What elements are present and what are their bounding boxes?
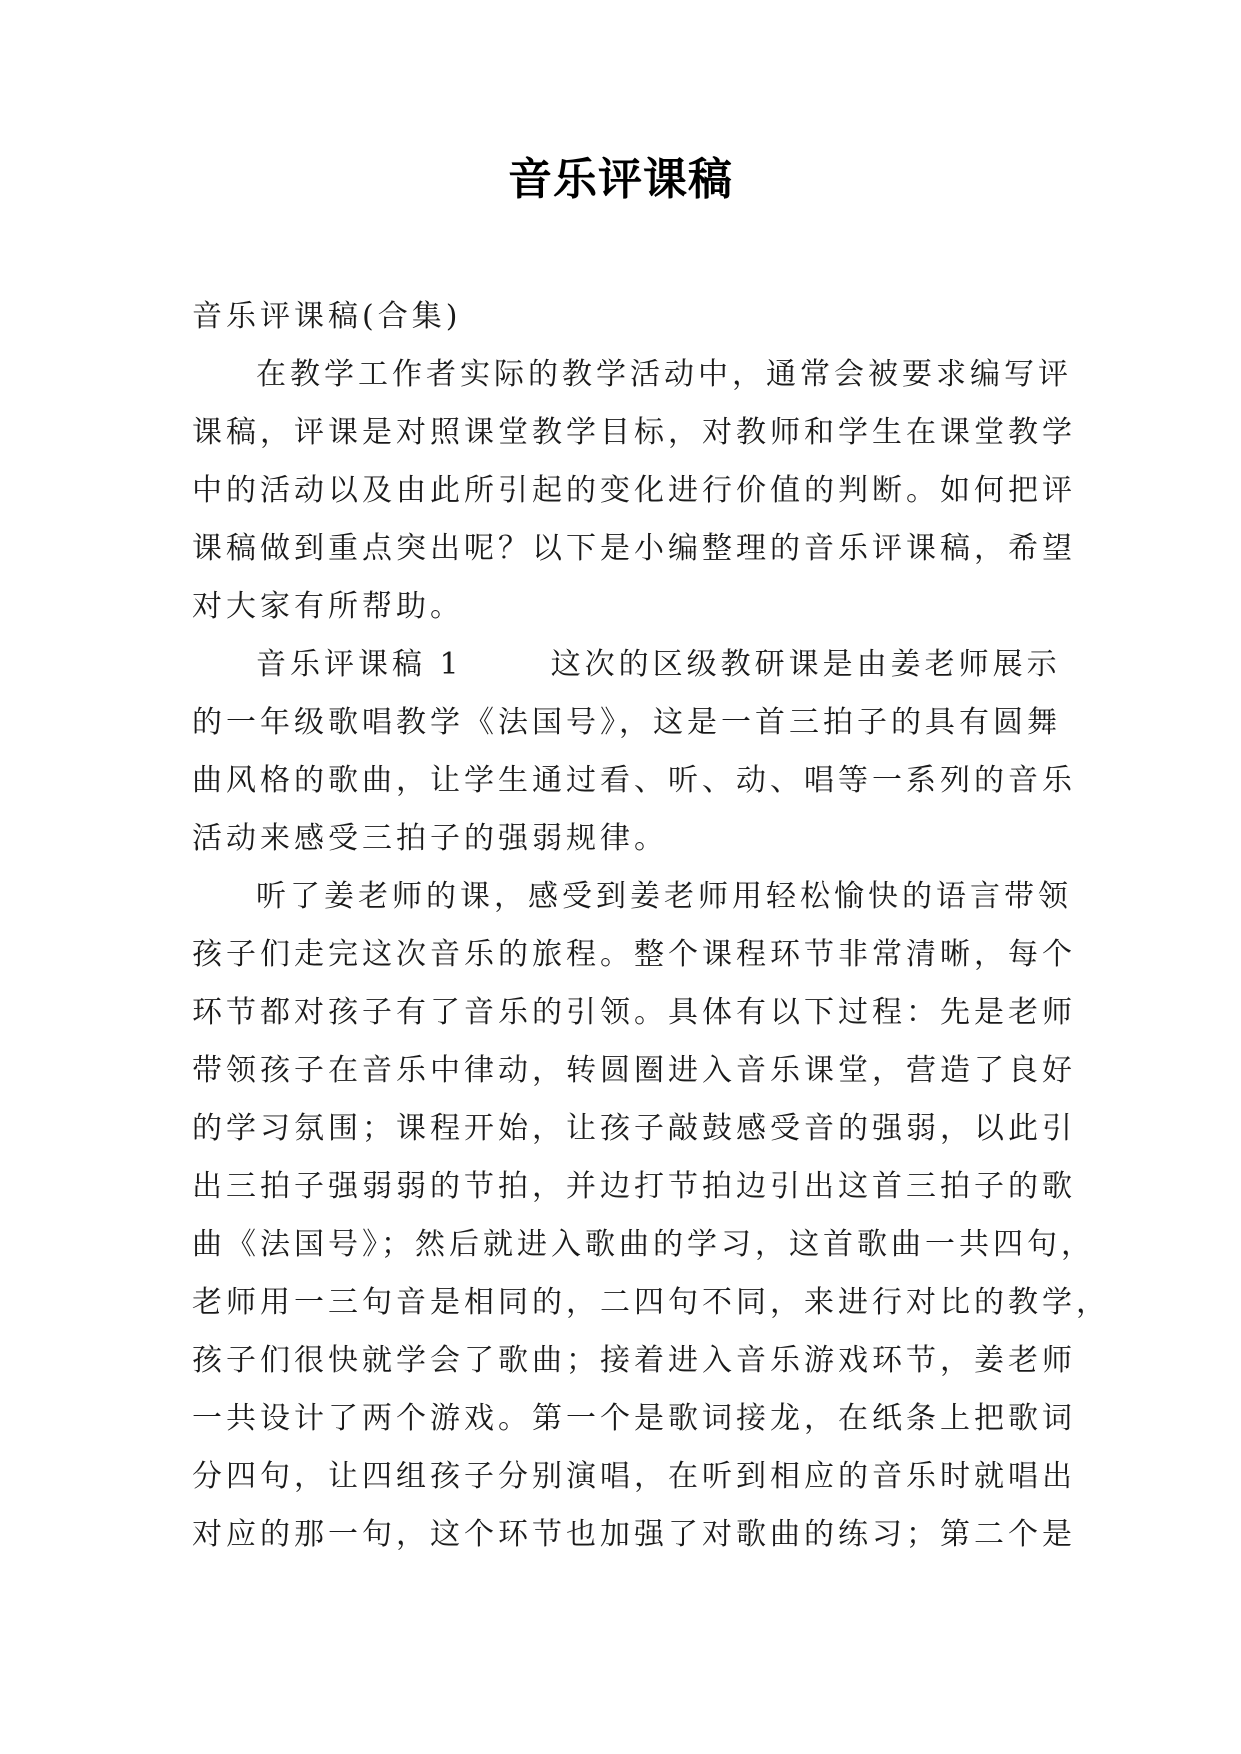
section-heading: 音乐评课稿 1 <box>256 647 463 682</box>
paragraph-line: 活动来感受三拍子的强弱规律。 <box>192 821 668 856</box>
section-lead-text: 这次的区级教研课是由姜老师展示 <box>550 647 1061 682</box>
intro-paragraph <box>192 346 1076 636</box>
paragraph-line: 老师用一三句音是相同的，二四句不同，来进行对比的教学， <box>192 1285 1110 1320</box>
document-subtitle: 音乐评课稿(合集) <box>192 299 462 334</box>
section-1-first-line <box>192 636 1061 694</box>
paragraph-line: 课稿做到重点突出呢？以下是小编整理的音乐评课稿，希望 <box>192 531 1076 566</box>
paragraph-line: 孩子们很快就学会了歌曲；接着进入音乐游戏环节，姜老师 <box>192 1343 1076 1378</box>
paragraph-line: 对大家有所帮助。 <box>192 589 464 624</box>
paragraph-line: 曲风格的歌曲，让学生通过看、听、动、唱等一系列的音乐 <box>192 763 1076 798</box>
paragraph-line: 对应的那一句，这个环节也加强了对歌曲的练习；第二个是 <box>192 1517 1076 1552</box>
document-title: 音乐评课稿 <box>508 154 733 205</box>
paragraph-line: 课稿，评课是对照课堂教学目标，对教师和学生在课堂教学 <box>192 415 1076 450</box>
paragraph-line: 曲《法国号》；然后就进入歌曲的学习，这首歌曲一共四句， <box>192 1227 1095 1262</box>
paragraph-line: 出三拍子强弱弱的节拍，并边打节拍边引出这首三拍子的歌 <box>192 1169 1076 1204</box>
review-paragraph <box>192 868 1110 1564</box>
paragraph-line: 在教学工作者实际的教学活动中，通常会被要求编写评 <box>256 357 1072 392</box>
paragraph-line: 一共设计了两个游戏。第一个是歌词接龙，在纸条上把歌词 <box>192 1401 1076 1436</box>
document-body <box>192 288 1110 1564</box>
paragraph-line: 听了姜老师的课，感受到姜老师用轻松愉快的语言带领 <box>256 879 1072 914</box>
section-1-paragraph <box>192 636 1076 868</box>
paragraph-line: 的学习氛围；课程开始，让孩子敲鼓感受音的强弱，以此引 <box>192 1111 1076 1146</box>
paragraph-line: 孩子们走完这次音乐的旅程。整个课程环节非常清晰，每个 <box>192 937 1076 972</box>
paragraph-line: 带领孩子在音乐中律动，转圆圈进入音乐课堂，营造了良好 <box>192 1053 1076 1088</box>
paragraph-line: 环节都对孩子有了音乐的引领。具体有以下过程：先是老师 <box>192 995 1076 1030</box>
paragraph-line: 分四句，让四组孩子分别演唱，在听到相应的音乐时就唱出 <box>192 1459 1076 1494</box>
paragraph-line: 中的活动以及由此所引起的变化进行价值的判断。如何把评 <box>192 473 1076 508</box>
paragraph-line: 的一年级歌唱教学《法国号》，这是一首三拍子的具有圆舞 <box>192 705 1061 740</box>
